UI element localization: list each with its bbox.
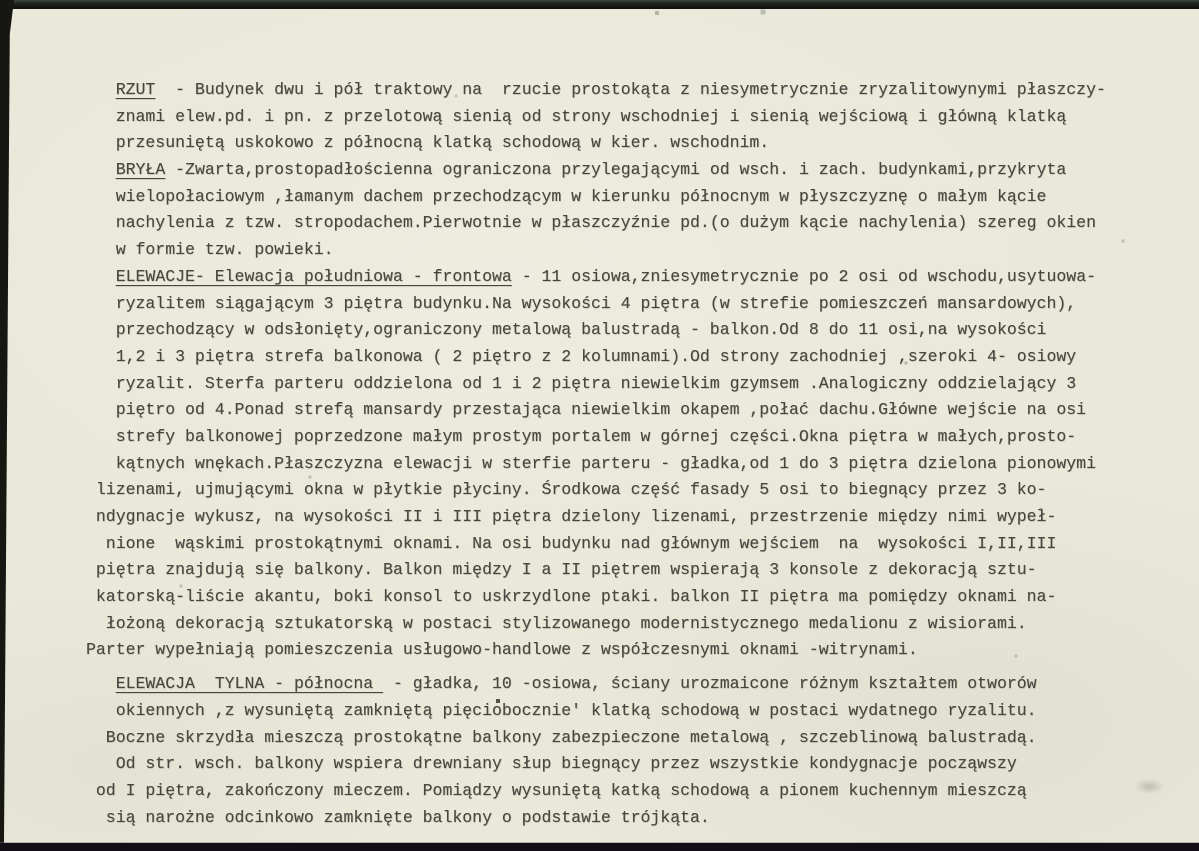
text-line-16 bbox=[86, 477, 1169, 504]
text-segment: nione wąskimi prostokątnymi oknami. Na osi budynku nad głównym wejściem na wysokości I,II,III bbox=[86, 533, 1057, 553]
text-line-13 bbox=[86, 397, 1169, 424]
text-line-24 bbox=[86, 698, 1169, 725]
text-line-23 bbox=[86, 671, 1169, 698]
scan-edge-bottom bbox=[0, 843, 1199, 851]
text-segment: - gładka, 10 -osiowa, ściany urozmaicone różnym kształtem otworów bbox=[383, 674, 1037, 694]
text-line-10 bbox=[86, 317, 1169, 344]
text-line-17 bbox=[86, 504, 1169, 531]
text-segment: wielopołaciowym ,łamanym dachem przechodzącym w kierunku północnym w płyszczyznę o małym kącie bbox=[86, 186, 1047, 206]
text-line-14 bbox=[86, 424, 1169, 451]
faded-ink-smudge bbox=[1134, 779, 1164, 794]
text-line-19 bbox=[86, 557, 1169, 584]
text-segment bbox=[86, 80, 116, 99]
text-segment: katorską-liście akantu, boki konsol to uskrzydlone ptaki. balkon II piętra ma pomiędzy oknami na- bbox=[86, 587, 1057, 607]
text-segment bbox=[86, 160, 116, 179]
text-line-8 bbox=[86, 264, 1169, 291]
text-segment: kątnych wnękach.Płaszczyzna elewacji w sterfie parteru - gładka,od 1 do 3 piętra dzielona pionowymi bbox=[86, 453, 1096, 473]
underlined-heading: ELEWACJE- Elewacja południowa - frontowa bbox=[115, 266, 512, 286]
text-line-12 bbox=[86, 371, 1169, 398]
text-line-21 bbox=[86, 611, 1169, 638]
underlined-heading: ELEWACJA TYLNA - północna bbox=[115, 674, 384, 694]
text-line-6 bbox=[86, 210, 1169, 237]
text-segment: 1,2 i 3 piętra strefa balkonowa ( 2 piętro z 2 kolumnami).Od strony zachodniej ,szeroki 4- osiowy bbox=[86, 346, 1077, 366]
text-line-20 bbox=[86, 584, 1169, 611]
text-segment bbox=[86, 674, 116, 693]
text-segment: przechodzący w odsłonięty,ograniczony metalową balustradą - balkon.Od 8 do 11 osi,na wysokości bbox=[86, 320, 1047, 340]
text-segment: ndygnacje wykusz, na wysokości II i III piętra dzielony lizenami, przestrzenie między nimi wypeł- bbox=[86, 507, 1057, 526]
text-line-26 bbox=[86, 751, 1169, 778]
text-segment: znami elew.pd. i pn. z przelotową sienią od strony wschodniej i sienią wejściową i główną klatką bbox=[86, 106, 1067, 126]
underlined-heading: BRYŁA bbox=[115, 160, 166, 180]
text-segment: Boczne skrzydła mieszczą prostokątne balkony zabezpieczone metalową , szczeblinową balustradą. bbox=[86, 727, 1037, 747]
text-line-11 bbox=[86, 344, 1169, 371]
text-segment: piętro od 4.Ponad strefą mansardy przestająca niewielkim okapem ,połać dachu.Główne wejście na osi bbox=[86, 400, 1087, 420]
text-segment: lizenami, ujmującymi okna w płytkie płyciny. Środkowa część fasady 5 osi to biegnący przez 3 ko- bbox=[86, 480, 1047, 500]
text-line-1 bbox=[86, 77, 1169, 104]
text-segment: strefy balkonowej poprzedzone małym prostym portalem w górnej części.Okna piętra w małych,prosto- bbox=[86, 426, 1077, 446]
text-line-27 bbox=[86, 778, 1169, 805]
text-line-15 bbox=[86, 451, 1169, 478]
text-segment: ryzalit. Sterfa parteru oddzielona od 1 i 2 piętra niewielkim gzymsem .Analogiczny oddzielający 3 bbox=[86, 373, 1077, 393]
text-segment: okiennych ,z wysuniętą zamkniętą pięciobocznie' klatką schodową w postaci wydatnego ryzalitu. bbox=[86, 700, 1037, 720]
text-line-5 bbox=[86, 184, 1169, 211]
text-segment: - Budynek dwu i pół traktowy na rzucie prostokąta z niesymetrycznie zryzalitowynymi płaszczy- bbox=[155, 80, 1106, 99]
text-line-7 bbox=[86, 237, 1169, 264]
text-segment: sią narożne odcinkowo zamknięte balkony o podstawie trójkąta. bbox=[86, 807, 710, 827]
text-segment: piętra znajdują się balkony. Balkon między I a II piętrem wspierają 3 konsole z dekoracją sztu- bbox=[86, 560, 1037, 580]
text-line-18 bbox=[86, 531, 1169, 558]
text-line-22 bbox=[86, 637, 1169, 664]
text-segment: Parter wypełniają pomieszczenia usługowo-handlowe z współczesnymi oknami -witrynami. bbox=[86, 640, 918, 660]
scan-edge-top bbox=[0, 0, 1199, 9]
text-segment: ryzalitem siągającym 3 piętra budynku.Na wysokości 4 piętra (w strefie pomieszczeń mansardowych), bbox=[86, 293, 1077, 313]
text-line-4 bbox=[86, 157, 1169, 184]
underlined-heading: RZUT bbox=[115, 80, 156, 99]
text-segment: łożoną dekoracją sztukatorską w postaci stylizowanego modernistycznego medalionu z wisiorami. bbox=[86, 613, 1027, 633]
text-line-9 bbox=[86, 291, 1169, 318]
text-segment bbox=[86, 267, 116, 286]
text-line-25 bbox=[86, 725, 1169, 752]
text-segment: nachylenia z tzw. stropodachem.Pierwotnie w płaszczyźnie pd.(o dużym kącie nachylenia) szereg okien bbox=[86, 213, 1096, 233]
text-segment: w formie tzw. powieki. bbox=[86, 240, 334, 260]
text-segment: -Zwarta,prostopadłościenna ograniczona przylegającymi od wsch. i zach. budynkami,przykryta bbox=[165, 160, 1067, 180]
text-segment: Od str. wsch. balkony wspiera drewniany słup biegnący przez wszystkie kondygnacje począwszy bbox=[86, 754, 1017, 774]
text-segment: od I piętra, zakończony mieczem. Pomiądzy wysuniętą katką schodową a pionem kuchennym mieszczą bbox=[86, 780, 1027, 800]
text-line-2 bbox=[86, 104, 1169, 131]
text-line-3 bbox=[86, 130, 1169, 157]
text-line-28 bbox=[86, 805, 1169, 832]
text-segment: - 11 osiowa,zniesymetrycznie po 2 osi od wschodu,usytuowa- bbox=[511, 266, 1096, 286]
text-segment: przesuniętą uskokowo z północną klatką schodową w kier. wschodnim. bbox=[86, 133, 770, 153]
